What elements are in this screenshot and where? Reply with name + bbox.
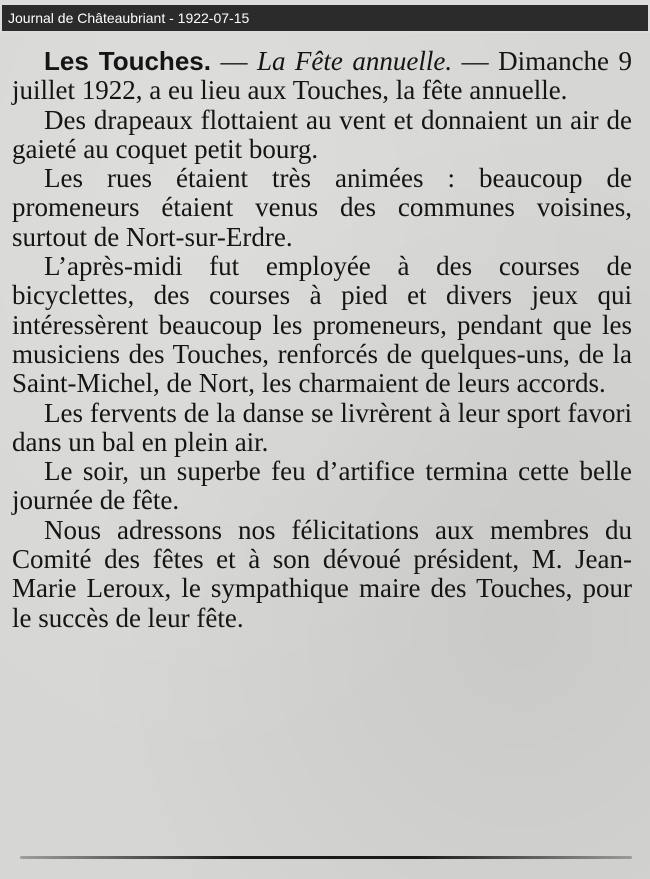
- end-rule: [20, 856, 632, 859]
- article-paragraph-7: Nous adressons nos félicitations aux membres du Comité des fêtes et à son dévoué président, M. Jean-Marie Leroux, le sympathique maire des Touches, pour le succès de leur fête.: [12, 514, 632, 633]
- headline-separator-2: —: [452, 46, 499, 76]
- top-bar: [0, 0, 650, 33]
- article-paragraph-4: L’après-midi fut employée à des courses de bicyclettes, des courses à pied et divers jeux qui intéressèrent beaucoup les promeneurs, pendant que les musiciens des Touches, renforcés de quelques-uns, de la Saint-Michel, de Nort, les charmaient de leurs accords.: [12, 251, 632, 399]
- headline-separator: —: [210, 46, 257, 76]
- window-title: Journal de Châteaubriant - 1922-07-15: [2, 5, 648, 31]
- article-event-title: La Fête annuelle.: [256, 46, 453, 76]
- article-paragraph-1: [12, 47, 632, 106]
- article-paragraph-2: Des drapeaux flottaient au vent et donnaient un air de gaieté au coquet petit bourg.: [12, 104, 632, 164]
- article-paragraph-6: Le soir, un superbe feu d’artifice termina cette belle journée de fête.: [12, 456, 632, 516]
- article-paragraph-5: Les fervents de la danse se livrèrent à leur sport favori dans un bal en plein air.: [12, 397, 632, 457]
- article-paragraph-3: Les rues étaient très animées : beaucoup de promeneurs étaient venus des communes voisines, surtout de Nort-sur-Erdre.: [12, 163, 632, 252]
- article-place: Les Touches.: [44, 46, 211, 76]
- paragraph-text: Dimanche 9 juillet 1922, a eu lieu aux Touches, la fête annuelle.: [12, 46, 633, 106]
- newspaper-clipping: [0, 33, 650, 879]
- article-body: [12, 47, 632, 633]
